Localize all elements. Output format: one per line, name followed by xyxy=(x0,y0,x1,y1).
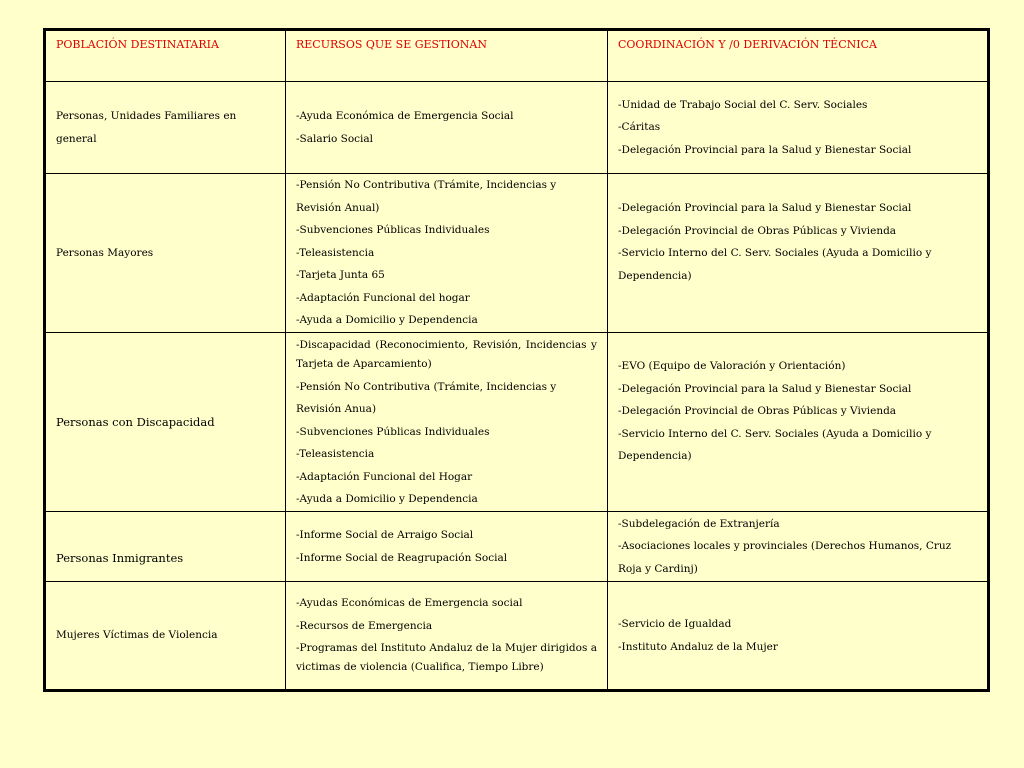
list-item: -Unidad de Trabajo Social del C. Serv. Sociales xyxy=(618,98,868,111)
list-item: -Adaptación Funcional del Hogar xyxy=(296,470,473,483)
cell-poblacion: Personas, Unidades Familiares en general xyxy=(45,82,286,174)
cell-coordinacion xyxy=(608,582,989,691)
header-row xyxy=(45,30,989,82)
list-item: -Delegación Provincial de Obras Públicas y Vivienda xyxy=(618,224,897,237)
cell-recursos xyxy=(286,82,608,174)
cell-recursos xyxy=(286,174,608,333)
list-item: -Servicio Interno del C. Serv. Sociales (Ayuda a Domicilio y Dependencia) xyxy=(618,247,932,282)
cell-coordinacion xyxy=(608,82,989,174)
cell-poblacion: Personas con Discapacidad xyxy=(45,333,286,512)
list-item: -Ayudas Económicas de Emergencia social xyxy=(296,597,523,609)
list-item: -Subvenciones Públicas Individuales xyxy=(296,224,490,237)
list-item: -Servicio de Igualdad xyxy=(618,618,732,630)
cell-recursos xyxy=(286,582,608,691)
list-item: -Ayuda Económica de Emergencia Social xyxy=(296,110,514,122)
list-item: -Informe Social de Arraigo Social xyxy=(296,529,474,541)
cell-poblacion: Personas Mayores xyxy=(45,174,286,333)
list-item: -Tarjeta Junta 65 xyxy=(296,269,385,282)
list-item: -Subdelegación de Extranjería xyxy=(618,517,780,530)
resources-table xyxy=(43,28,990,692)
list-item: -Discapacidad (Reconocimiento, Revisión, Incidencias y Tarjeta de Aparcamiento) xyxy=(296,338,597,370)
list-item: -Delegación Provincial para la Salud y Bienestar Social xyxy=(618,143,912,156)
list-item: -EVO (Equipo de Valoración y Orientación) xyxy=(618,360,846,372)
list-item: -Programas del Instituto Andaluz de la Mujer dirigidos a victimas de violencia (Cualifica, Tiempo Libre) xyxy=(296,642,597,673)
list-item: -Delegación Provincial para la Salud y Bienestar Social xyxy=(618,202,912,214)
cell-recursos xyxy=(286,512,608,582)
list-item: -Delegación Provincial de Obras Públicas y Vivienda xyxy=(618,405,897,417)
header-poblacion: POBLACIÓN DESTINATARIA xyxy=(45,30,286,82)
cell-recursos xyxy=(286,333,608,512)
list-item: -Cáritas xyxy=(618,121,661,134)
list-item: -Servicio Interno del C. Serv. Sociales (Ayuda a Domicilio y Dependencia) xyxy=(618,427,932,462)
list-item: -Ayuda a Domicilio y Dependencia xyxy=(296,314,478,327)
cell-coordinacion xyxy=(608,333,989,512)
table-row xyxy=(45,582,989,691)
header-recursos: RECURSOS QUE SE GESTIONAN xyxy=(286,30,608,82)
cell-coordinacion xyxy=(608,512,989,582)
table-row xyxy=(45,174,989,333)
table-row xyxy=(45,512,989,582)
list-item: -Subvenciones Públicas Individuales xyxy=(296,425,490,438)
list-item: -Asociaciones locales y provinciales (Derechos Humanos, Cruz Roja y Cardinj) xyxy=(618,540,952,575)
list-item: -Teleasistencia xyxy=(296,246,375,259)
list-item: -Ayuda a Domicilio y Dependencia xyxy=(296,493,478,505)
header-coordinacion: COORDINACIÓN Y /0 DERIVACIÓN TÉCNICA xyxy=(608,30,989,82)
list-item: -Salario Social xyxy=(296,132,374,145)
table-row xyxy=(45,82,989,174)
list-item: -Adaptación Funcional del hogar xyxy=(296,291,470,304)
list-item: -Instituto Andaluz de la Mujer xyxy=(618,640,778,653)
list-item: -Pensión No Contributiva (Trámite, Incidencias y Revisión Anua) xyxy=(296,380,557,415)
list-item: -Teleasistencia xyxy=(296,448,375,460)
cell-coordinacion xyxy=(608,174,989,333)
table-row xyxy=(45,333,989,512)
list-item: -Delegación Provincial para la Salud y Bienestar Social xyxy=(618,382,912,395)
list-item: -Pensión No Contributiva (Trámite, Incidencias y Revisión Anual) xyxy=(296,179,557,214)
cell-poblacion: Personas Inmigrantes xyxy=(45,512,286,582)
cell-poblacion: Mujeres Víctimas de Violencia xyxy=(45,582,286,691)
list-item: -Informe Social de Reagrupación Social xyxy=(296,551,508,564)
list-item: -Recursos de Emergencia xyxy=(296,619,433,632)
